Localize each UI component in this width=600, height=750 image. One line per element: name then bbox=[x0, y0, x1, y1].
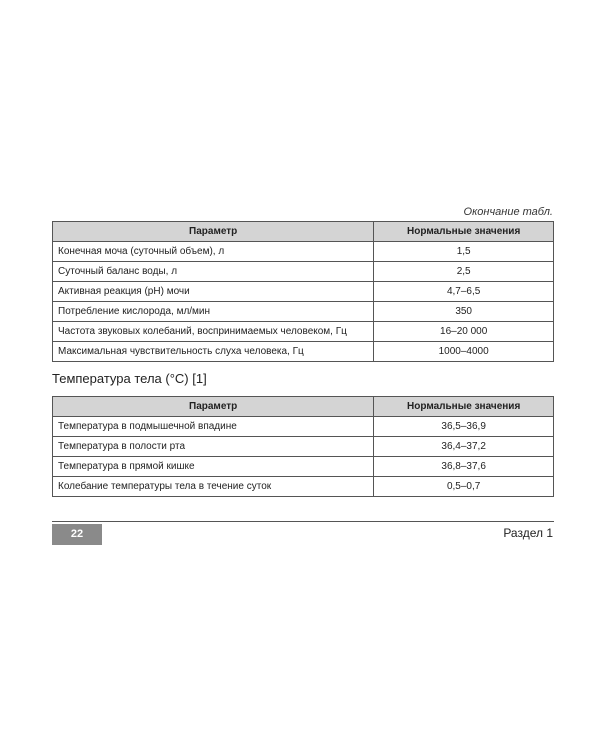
value-cell: 350 bbox=[374, 302, 554, 322]
parameter-cell: Температура в прямой кишке bbox=[53, 457, 374, 477]
page-number: 22 bbox=[52, 524, 102, 545]
parameter-cell: Частота звуковых колебаний, воспринимаемых человеком, Гц bbox=[53, 322, 374, 342]
value-cell: 36,4–37,2 bbox=[374, 437, 554, 457]
table-row bbox=[53, 457, 554, 477]
table-header-row bbox=[53, 222, 554, 242]
table-row bbox=[53, 262, 554, 282]
value-cell: 1,5 bbox=[374, 242, 554, 262]
column-header-parameter: Параметр bbox=[53, 222, 374, 242]
parameter-cell: Температура в подмышечной впадине bbox=[53, 417, 374, 437]
footer-divider bbox=[52, 521, 554, 522]
physiology-table bbox=[52, 221, 554, 362]
column-header-normal-values: Нормальные значения bbox=[374, 222, 554, 242]
table-row bbox=[53, 437, 554, 457]
table-row bbox=[53, 342, 554, 362]
value-cell: 16–20 000 bbox=[374, 322, 554, 342]
table-continuation-note: Окончание табл. bbox=[463, 206, 553, 218]
value-cell: 4,7–6,5 bbox=[374, 282, 554, 302]
section-label: Раздел 1 bbox=[503, 526, 553, 540]
parameter-cell: Суточный баланс воды, л bbox=[53, 262, 374, 282]
parameter-cell: Температура в полости рта bbox=[53, 437, 374, 457]
value-cell: 2,5 bbox=[374, 262, 554, 282]
parameter-cell: Колебание температуры тела в течение суток bbox=[53, 477, 374, 497]
value-cell: 36,8–37,6 bbox=[374, 457, 554, 477]
value-cell: 36,5–36,9 bbox=[374, 417, 554, 437]
parameter-cell: Конечная моча (суточный объем), л bbox=[53, 242, 374, 262]
table-row bbox=[53, 417, 554, 437]
table-row bbox=[53, 282, 554, 302]
parameter-cell: Потребление кислорода, мл/мин bbox=[53, 302, 374, 322]
column-header-parameter: Параметр bbox=[53, 397, 374, 417]
parameter-cell: Максимальная чувствительность слуха человека, Гц bbox=[53, 342, 374, 362]
section-heading-body-temperature: Температура тела (°C) [1] bbox=[52, 371, 207, 386]
table-row bbox=[53, 322, 554, 342]
value-cell: 1000–4000 bbox=[374, 342, 554, 362]
table-row bbox=[53, 477, 554, 497]
body-temperature-table bbox=[52, 396, 554, 497]
value-cell: 0,5–0,7 bbox=[374, 477, 554, 497]
table-row bbox=[53, 242, 554, 262]
table-header-row bbox=[53, 397, 554, 417]
parameter-cell: Активная реакция (pH) мочи bbox=[53, 282, 374, 302]
table-row bbox=[53, 302, 554, 322]
column-header-normal-values: Нормальные значения bbox=[374, 397, 554, 417]
